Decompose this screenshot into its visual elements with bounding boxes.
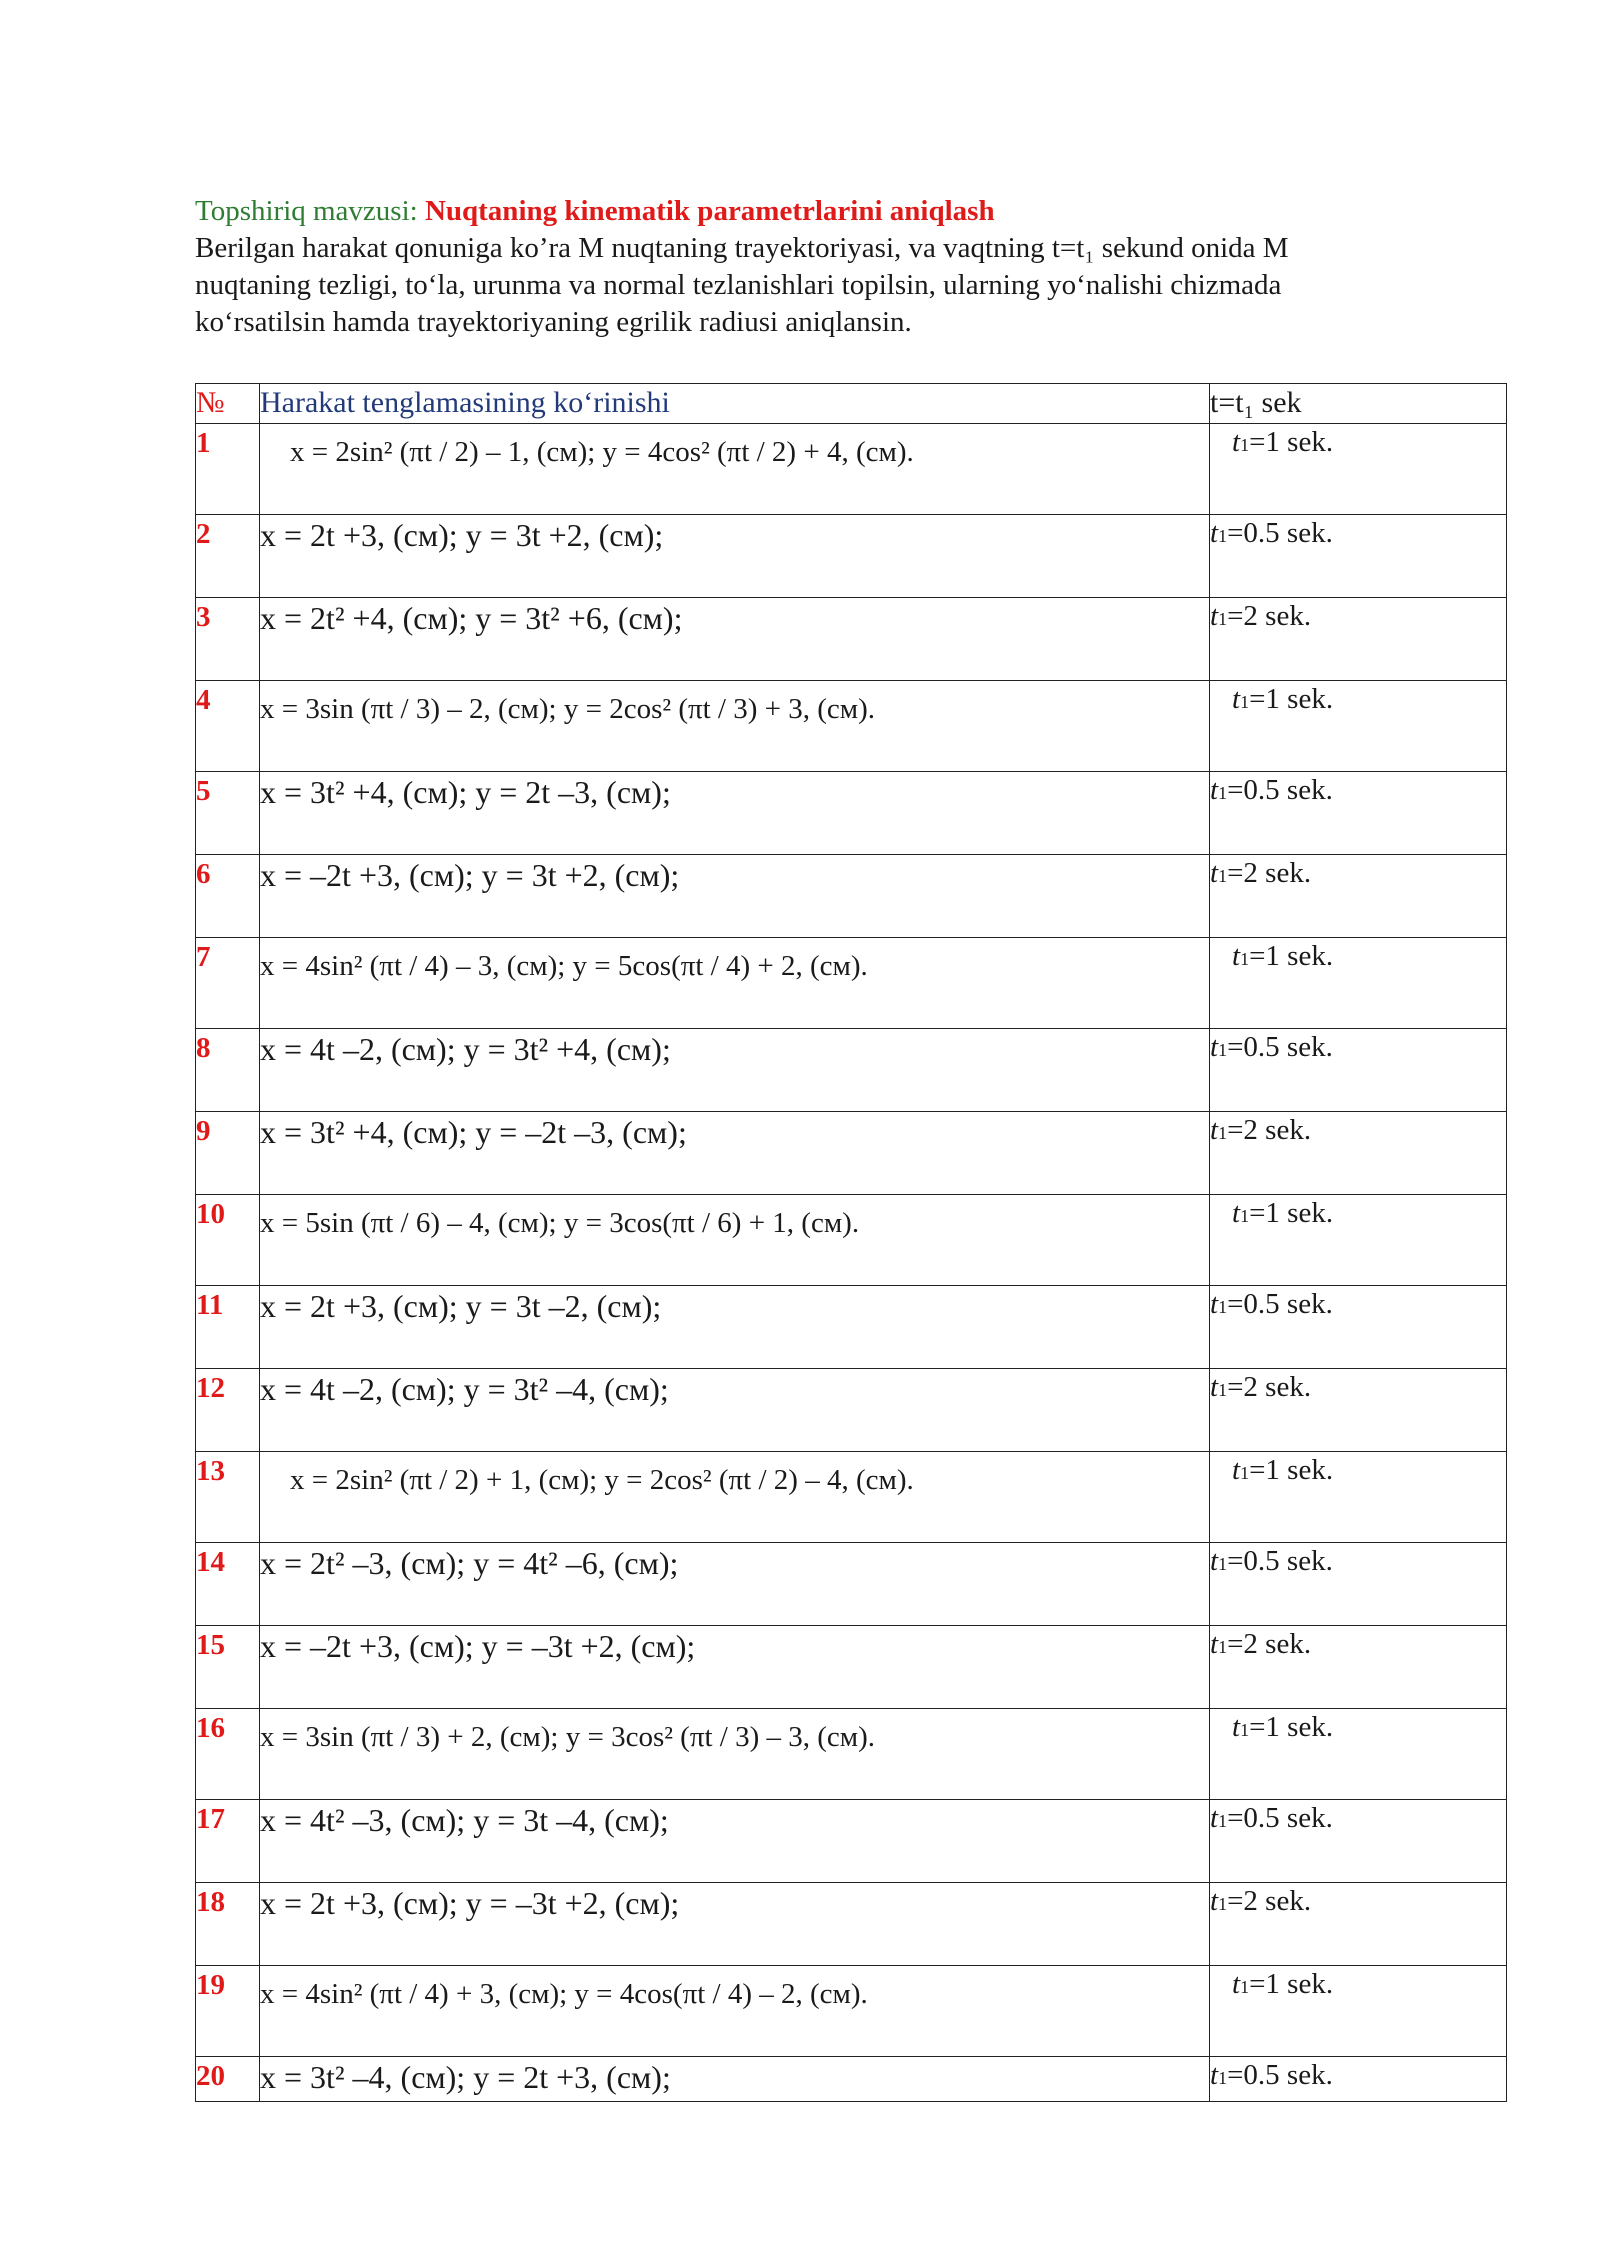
table-row (196, 1626, 1507, 1709)
time-value-cell (1210, 1029, 1507, 1112)
time-variable: t (1210, 1031, 1219, 1063)
table-row (196, 1709, 1507, 1800)
time-value-cell (1210, 1286, 1507, 1369)
table-row (196, 855, 1507, 938)
row-number: 9 (196, 1112, 260, 1195)
time-subscript: 1 (1218, 866, 1228, 886)
time-variable: t (1210, 1288, 1219, 1320)
time-variable: t (1232, 1454, 1241, 1486)
table-row (196, 1195, 1507, 1286)
motion-equation: x = 2t +3, (см); y = –3t +2, (см); (260, 1883, 1210, 1966)
time-value-cell (1210, 938, 1507, 1029)
row-number: 2 (196, 515, 260, 598)
row-number: 13 (196, 1452, 260, 1543)
motion-equation: x = –2t +3, (см); y = 3t +2, (см); (260, 855, 1210, 938)
tasks-table (195, 383, 1507, 2102)
table-row (196, 1800, 1507, 1883)
time-variable: t (1210, 1371, 1219, 1403)
time-subscript: 1 (1240, 1206, 1250, 1226)
time-value: =2 sek. (1227, 857, 1312, 889)
heading-lead: Topshiriq mavzusi: (195, 195, 425, 227)
time-value-cell (1210, 1883, 1507, 1966)
table-body (196, 424, 1507, 2102)
time-value: =1 sek. (1249, 940, 1334, 972)
time-value-cell (1210, 2057, 1507, 2102)
time-variable: t (1232, 1197, 1241, 1229)
time-value-cell (1210, 1543, 1507, 1626)
assignment-description (195, 230, 1445, 341)
motion-equation: x = 4t² –3, (см); y = 3t –4, (см); (260, 1800, 1210, 1883)
time-value: =0.5 sek. (1227, 1545, 1333, 1577)
time-subscript: 1 (1218, 526, 1228, 546)
motion-equation: x = 2t² –3, (см); y = 4t² –6, (см); (260, 1543, 1210, 1626)
time-subscript: 1 (1240, 1463, 1250, 1483)
description-line: nuqtaning tezligi, to‘la, urunma va normal tezlanishlari topilsin, ularning yo‘nalishi chizmada (195, 269, 1282, 301)
time-variable: t (1232, 1968, 1241, 2000)
motion-equation: x = 2t +3, (см); y = 3t –2, (см); (260, 1286, 1210, 1369)
time-subscript: 1 (1240, 1720, 1250, 1740)
assignment-heading (195, 192, 1445, 230)
time-value-cell (1210, 1112, 1507, 1195)
row-number: 19 (196, 1966, 260, 2057)
time-value-cell (1210, 1626, 1507, 1709)
heading-topic: Nuqtaning kinematik parametrlarini aniqlash (424, 195, 995, 227)
table-row (196, 1369, 1507, 1452)
time-variable: t (1232, 426, 1241, 458)
time-variable: t (1210, 857, 1219, 889)
time-value-cell (1210, 1369, 1507, 1452)
table-row (196, 424, 1507, 515)
table-row (196, 1452, 1507, 1543)
time-subscript: 1 (1240, 435, 1250, 455)
time-value-cell (1210, 598, 1507, 681)
table-row (196, 2057, 1507, 2102)
time-value-cell (1210, 515, 1507, 598)
time-subscript: 1 (1218, 1380, 1228, 1400)
table-row (196, 1029, 1507, 1112)
motion-equation: x = –2t +3, (см); y = –3t +2, (см); (260, 1626, 1210, 1709)
time-value-cell (1210, 1800, 1507, 1883)
time-subscript: 1 (1240, 692, 1250, 712)
row-number: 15 (196, 1626, 260, 1709)
header-time: t=t₁ sek (1210, 384, 1507, 424)
time-subscript: 1 (1240, 949, 1250, 969)
time-subscript: 1 (1218, 1040, 1228, 1060)
time-variable: t (1232, 1711, 1241, 1743)
time-value: =0.5 sek. (1227, 517, 1333, 549)
row-number: 5 (196, 772, 260, 855)
table-row (196, 598, 1507, 681)
motion-equation: x = 2sin² (πt / 2) + 1, (см); y = 2cos² (πt / 2) – 4, (см). (260, 1452, 1210, 1543)
time-variable: t (1232, 940, 1241, 972)
motion-equation: x = 4t –2, (см); y = 3t² +4, (см); (260, 1029, 1210, 1112)
motion-equation: x = 2t +3, (см); y = 3t +2, (см); (260, 515, 1210, 598)
row-number: 17 (196, 1800, 260, 1883)
row-number: 16 (196, 1709, 260, 1800)
row-number: 6 (196, 855, 260, 938)
row-number: 8 (196, 1029, 260, 1112)
time-value-cell (1210, 681, 1507, 772)
row-number: 3 (196, 598, 260, 681)
time-value: =2 sek. (1227, 1371, 1312, 1403)
time-subscript: 1 (1218, 609, 1228, 629)
time-variable: t (1210, 1114, 1219, 1146)
time-value: =2 sek. (1227, 600, 1312, 632)
time-variable: t (1210, 517, 1219, 549)
time-value: =0.5 sek. (1227, 2059, 1333, 2091)
row-number: 20 (196, 2057, 260, 2102)
time-subscript: 1 (1218, 1297, 1228, 1317)
table-header-row (196, 384, 1507, 424)
time-value: =1 sek. (1249, 1711, 1334, 1743)
time-value-cell (1210, 424, 1507, 515)
table-row (196, 1966, 1507, 2057)
time-value: =2 sek. (1227, 1114, 1312, 1146)
header-equation: Harakat tenglamasining ko‘rinishi (260, 384, 1210, 424)
time-subscript: 1 (1218, 1637, 1228, 1657)
motion-equation: x = 3sin (πt / 3) + 2, (см); y = 3cos² (πt / 3) – 3, (см). (260, 1709, 1210, 1800)
time-variable: t (1210, 2059, 1219, 2091)
time-value: =2 sek. (1227, 1628, 1312, 1660)
time-subscript: 1 (1240, 1977, 1250, 1997)
motion-equation: x = 5sin (πt / 6) – 4, (см); y = 3cos(πt / 6) + 1, (см). (260, 1195, 1210, 1286)
row-number: 11 (196, 1286, 260, 1369)
time-subscript: 1 (1218, 783, 1228, 803)
row-number: 10 (196, 1195, 260, 1286)
table-row (196, 515, 1507, 598)
time-value-cell (1210, 1452, 1507, 1543)
motion-equation: x = 3t² –4, (см); y = 2t +3, (см); (260, 2057, 1210, 2102)
row-number: 1 (196, 424, 260, 515)
motion-equation: x = 4t –2, (см); y = 3t² –4, (см); (260, 1369, 1210, 1452)
time-value: =0.5 sek. (1227, 1031, 1333, 1063)
table-row (196, 681, 1507, 772)
time-variable: t (1210, 1545, 1219, 1577)
table-row (196, 1112, 1507, 1195)
motion-equation: x = 3t² +4, (см); y = –2t –3, (см); (260, 1112, 1210, 1195)
time-value-cell (1210, 1195, 1507, 1286)
motion-equation: x = 4sin² (πt / 4) – 3, (см); y = 5cos(πt / 4) + 2, (см). (260, 938, 1210, 1029)
time-variable: t (1210, 600, 1219, 632)
row-number: 4 (196, 681, 260, 772)
time-value: =1 sek. (1249, 1968, 1334, 2000)
description-line: Berilgan harakat qonuniga ko’ra M nuqtaning trayektoriyasi, va vaqtning t=t₁ sekund onida M (195, 232, 1289, 264)
time-variable: t (1232, 683, 1241, 715)
header-number: № (196, 384, 260, 424)
time-subscript: 1 (1218, 1894, 1228, 1914)
row-number: 7 (196, 938, 260, 1029)
time-value: =1 sek. (1249, 1197, 1334, 1229)
time-variable: t (1210, 1885, 1219, 1917)
description-line: ko‘rsatilsin hamda trayektoriyaning egrilik radiusi aniqlansin. (195, 306, 912, 338)
row-number: 18 (196, 1883, 260, 1966)
time-subscript: 1 (1218, 1811, 1228, 1831)
time-subscript: 1 (1218, 2068, 1228, 2088)
time-value: =0.5 sek. (1227, 1288, 1333, 1320)
table-row (196, 938, 1507, 1029)
time-subscript: 1 (1218, 1123, 1228, 1143)
time-value-cell (1210, 1709, 1507, 1800)
time-value: =2 sek. (1227, 1885, 1312, 1917)
motion-equation: x = 4sin² (πt / 4) + 3, (см); y = 4cos(πt / 4) – 2, (см). (260, 1966, 1210, 2057)
time-value: =0.5 sek. (1227, 1802, 1333, 1834)
time-value: =1 sek. (1249, 1454, 1334, 1486)
time-value-cell (1210, 1966, 1507, 2057)
row-number: 14 (196, 1543, 260, 1626)
motion-equation: x = 2t² +4, (см); y = 3t² +6, (см); (260, 598, 1210, 681)
motion-equation: x = 2sin² (πt / 2) – 1, (см); y = 4cos² (πt / 2) + 4, (см). (260, 424, 1210, 515)
time-variable: t (1210, 1802, 1219, 1834)
time-value-cell (1210, 772, 1507, 855)
table-row (196, 1543, 1507, 1626)
time-subscript: 1 (1218, 1554, 1228, 1574)
motion-equation: x = 3t² +4, (см); y = 2t –3, (см); (260, 772, 1210, 855)
time-variable: t (1210, 1628, 1219, 1660)
time-variable: t (1210, 774, 1219, 806)
table-row (196, 772, 1507, 855)
table-row (196, 1286, 1507, 1369)
motion-equation: x = 3sin (πt / 3) – 2, (см); y = 2cos² (πt / 3) + 3, (см). (260, 681, 1210, 772)
time-value-cell (1210, 855, 1507, 938)
table-row (196, 1883, 1507, 1966)
time-value: =0.5 sek. (1227, 774, 1333, 806)
row-number: 12 (196, 1369, 260, 1452)
time-value: =1 sek. (1249, 683, 1334, 715)
time-value: =1 sek. (1249, 426, 1334, 458)
